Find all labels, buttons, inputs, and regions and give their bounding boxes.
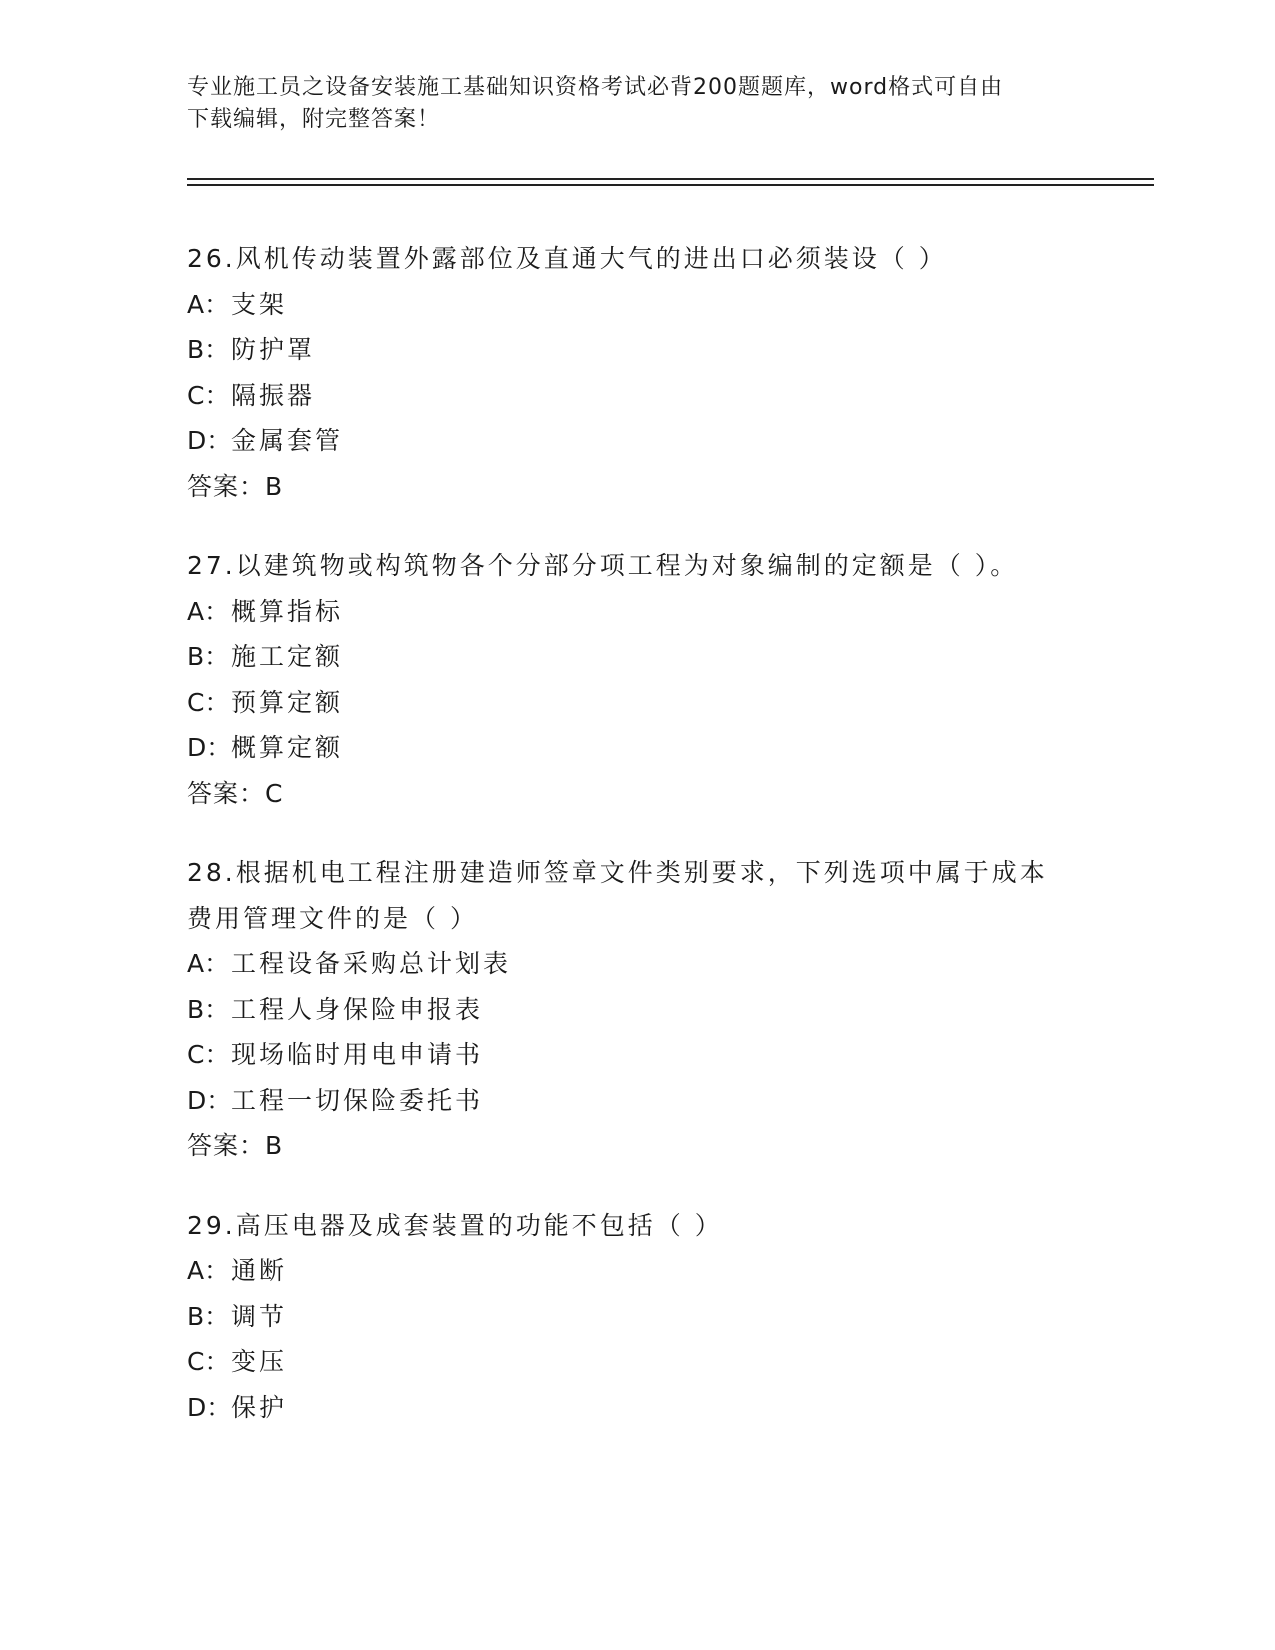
option-text: 调节 xyxy=(231,1301,288,1331)
answer-line: 答案：C xyxy=(187,778,284,808)
answer-line: 答案：B xyxy=(187,1131,284,1160)
header-line-2: 下载编辑，附完整答案！ xyxy=(187,107,441,132)
answer-option xyxy=(187,1385,1147,1431)
option-key: D： xyxy=(187,1392,232,1422)
answer-option xyxy=(187,282,1147,328)
option-text: 预算定额 xyxy=(231,687,344,717)
answer-option xyxy=(187,1339,1147,1385)
answer-option xyxy=(187,1032,1147,1078)
answer-option xyxy=(187,418,1147,464)
option-key: A： xyxy=(187,289,230,319)
question-stem: 26.风机传动装置外露部位及直通大气的进出口必须装设（ ） xyxy=(187,244,947,273)
option-key: D： xyxy=(187,733,232,762)
document-header xyxy=(187,72,1087,136)
option-key: B： xyxy=(187,994,230,1024)
option-text: 隔振器 xyxy=(231,380,316,410)
option-key: D： xyxy=(187,426,232,455)
question-block xyxy=(187,850,1147,1169)
answer-option xyxy=(187,725,1147,771)
option-text: 保护 xyxy=(231,1392,288,1422)
question-stem: 费用管理文件的是（ ） xyxy=(187,903,478,933)
answer-option xyxy=(187,634,1147,680)
answer-option xyxy=(187,1248,1147,1294)
question-stem: 27.以建筑物或构筑物各个分部分项工程为对象编制的定额是（ ）。 xyxy=(187,551,1019,580)
question-stem: 28.根据机电工程注册建造师签章文件类别要求，下列选项中属于成本 xyxy=(187,858,1048,887)
option-text: 现场临时用电申请书 xyxy=(231,1040,484,1069)
question-block xyxy=(187,236,1147,509)
option-text: 工程人身保险申报表 xyxy=(231,994,484,1024)
option-key: B： xyxy=(187,1301,230,1331)
option-text: 施工定额 xyxy=(231,642,344,671)
option-text: 概算定额 xyxy=(231,733,344,762)
option-text: 金属套管 xyxy=(231,426,344,455)
answer-option xyxy=(187,373,1147,419)
answer-option xyxy=(187,680,1147,726)
answer-option xyxy=(187,941,1147,987)
option-text: 概算指标 xyxy=(231,596,344,626)
option-key: D： xyxy=(187,1085,232,1115)
option-key: A： xyxy=(187,596,230,626)
answer-option xyxy=(187,327,1147,373)
option-text: 工程一切保险委托书 xyxy=(231,1085,484,1115)
option-key: C： xyxy=(187,1347,230,1376)
answer-option xyxy=(187,987,1147,1033)
option-key: C： xyxy=(187,1040,230,1069)
question-list xyxy=(187,236,1147,1464)
answer-line: 答案：B xyxy=(187,471,284,501)
header-line-1: 专业施工员之设备安装施工基础知识资格考试必背200题题库，word格式可自由 xyxy=(187,75,1004,100)
answer-option xyxy=(187,1294,1147,1340)
option-key: B： xyxy=(187,335,230,364)
question-stem: 29.高压电器及成套装置的功能不包括（ ） xyxy=(187,1210,723,1240)
option-text: 变压 xyxy=(231,1347,288,1376)
option-text: 工程设备采购总计划表 xyxy=(231,949,512,978)
option-key: A： xyxy=(187,1256,230,1285)
option-key: A： xyxy=(187,949,230,978)
question-block xyxy=(187,1203,1147,1431)
option-text: 防护罩 xyxy=(231,335,316,364)
question-block xyxy=(187,543,1147,816)
answer-option xyxy=(187,589,1147,635)
header-divider-bottom xyxy=(187,184,1154,186)
option-key: C： xyxy=(187,380,230,410)
option-text: 通断 xyxy=(231,1256,288,1285)
option-key: C： xyxy=(187,687,230,717)
answer-option xyxy=(187,1078,1147,1124)
header-divider-top xyxy=(187,178,1154,180)
option-text: 支架 xyxy=(231,289,288,319)
option-key: B： xyxy=(187,642,230,671)
